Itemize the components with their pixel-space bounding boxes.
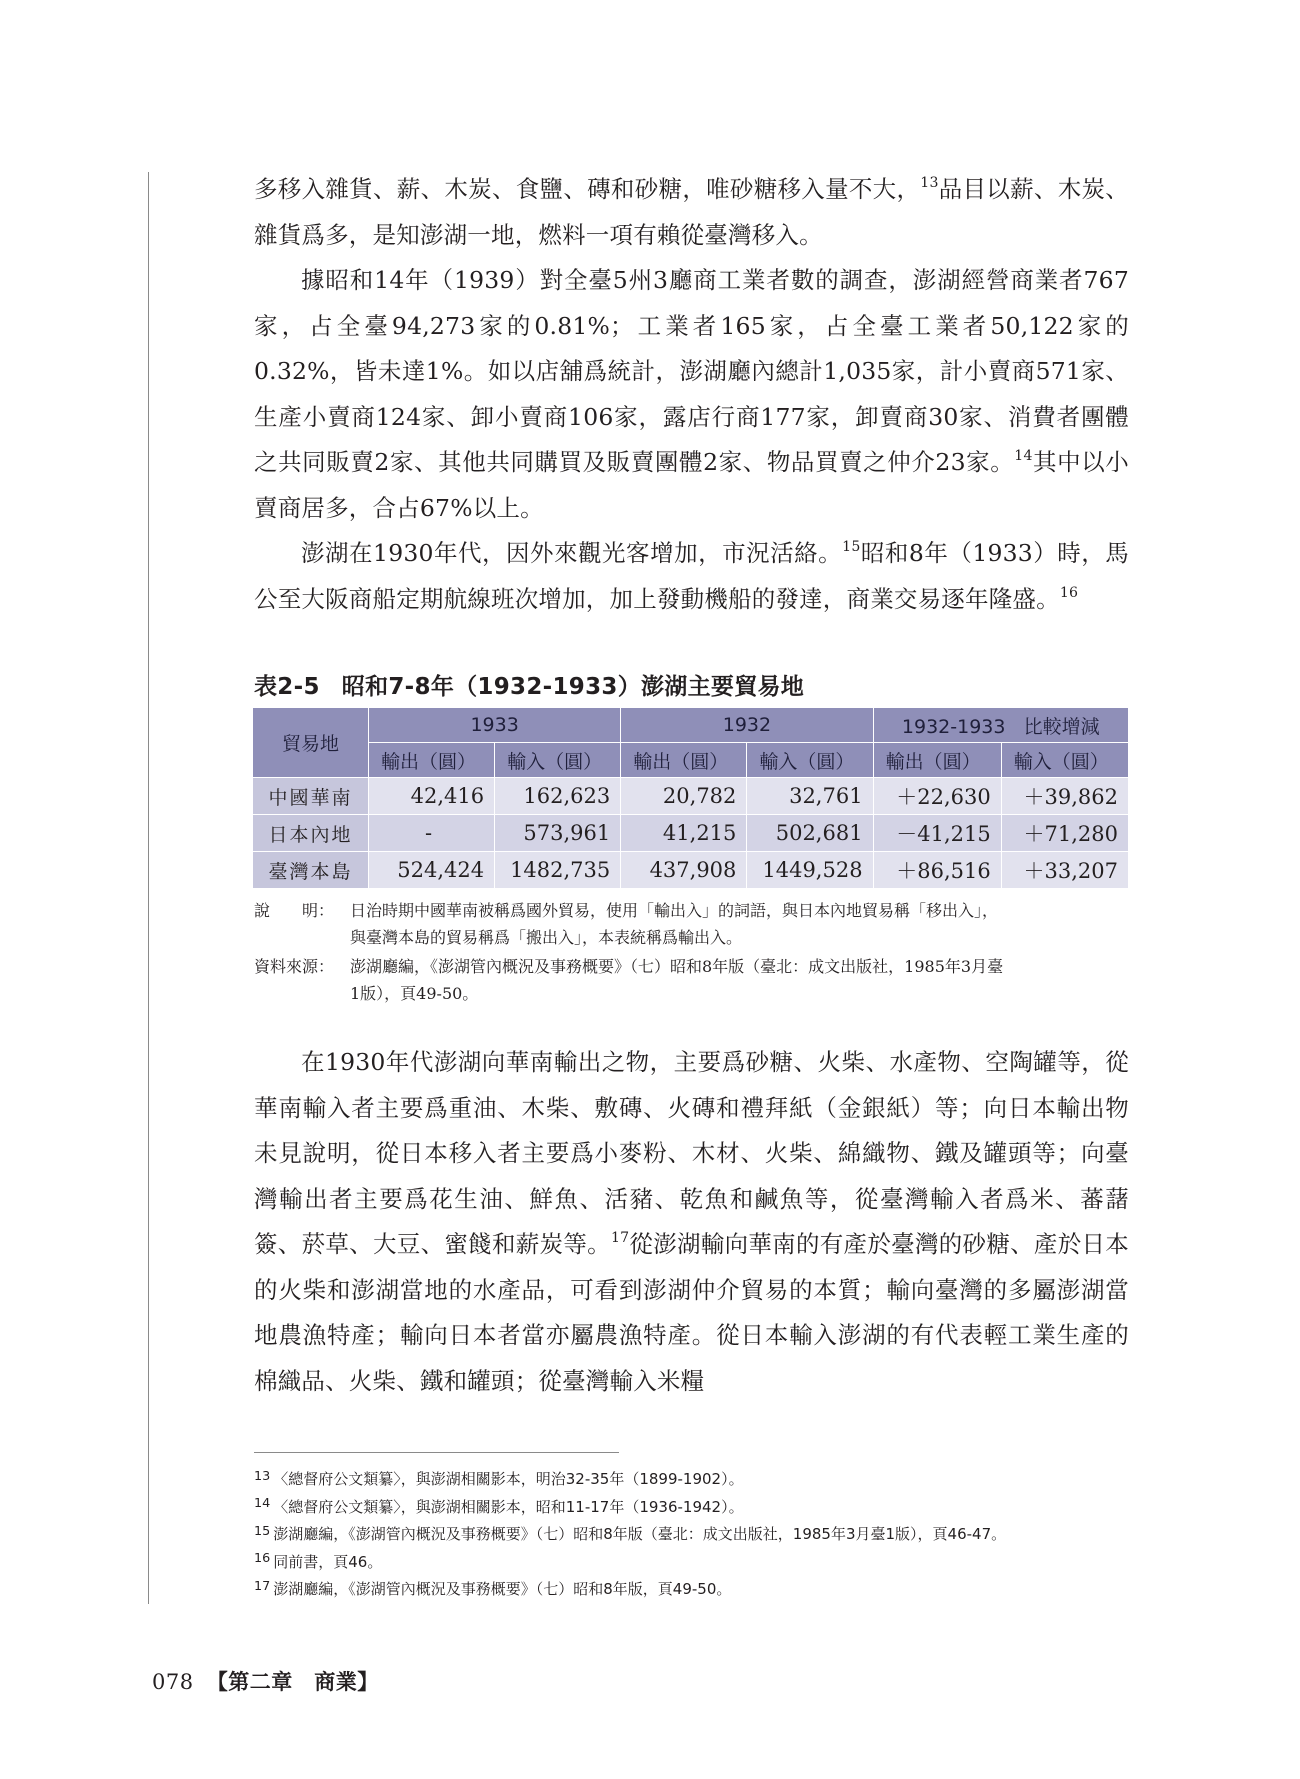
header-change: 1932-1933 比較增減 bbox=[873, 708, 1128, 743]
footnote-ref-15[interactable]: 15 bbox=[842, 539, 861, 556]
footnote-ref-17[interactable]: 17 bbox=[610, 1230, 630, 1247]
header-place: 貿易地 bbox=[253, 708, 369, 778]
footnote-16: $^{16}$ 同前書，頁46。 bbox=[254, 1551, 383, 1571]
header-import: 輸入（圓） bbox=[1001, 743, 1128, 778]
header-export: 輸出（圓） bbox=[368, 743, 494, 778]
paragraph-2: 據昭和14年（1939）對全臺5州3廳商工業者數的調查，澎湖經營商業者767家，占全臺94,273家的0.81%；工業者165家，占全臺工業者50,122家的0.32%，皆未達1%。如以店舖爲統計，澎湖廳內總計1,035家，計小賣商571家、生產小賣商124家、卸小賣商106家，露店行商177家，卸賣商30家、消費者團體之共同販賣2家、其他共同購買及販賣團體2家、物品買賣之仲介23家。$^{14}$其中以小賣商居多，合占67%以上。 bbox=[254, 266, 1129, 522]
body-text-bottom bbox=[254, 1040, 1129, 1404]
header-year-1932: 1932 bbox=[621, 708, 873, 743]
footnote-17: $^{17}$ 澎湖廳編，《澎湖管內概況及事務概要》（七）昭和8年版，頁49-50。 bbox=[254, 1578, 732, 1598]
page-number: 078 bbox=[152, 1670, 194, 1694]
body-text-top bbox=[254, 167, 1129, 622]
footnote-ref-13[interactable]: 13 bbox=[920, 175, 939, 192]
page-folio bbox=[152, 1666, 379, 1696]
footnote-ref-14[interactable]: 14 bbox=[1014, 448, 1033, 465]
header-export: 輸出（圓） bbox=[621, 743, 747, 778]
margin-rule bbox=[148, 172, 149, 1604]
header-export: 輸出（圓） bbox=[873, 743, 1001, 778]
footnote-13: $^{13}$ 〈總督府公文類纂〉，與澎湖相關影本，明治32-35年（1899-1902）。 bbox=[254, 1468, 744, 1488]
paragraph-1: 多移入雜貨、薪、木炭、食鹽、磚和砂糖，唯砂糖移入量不大，$^{13}$品目以薪、木炭、雜貨爲多，是知澎湖一地，燃料一項有賴從臺灣移入。 bbox=[254, 175, 1129, 249]
table-row: 中國華南 42,416 162,623 20,782 32,761 ＋22,630 ＋39,862 bbox=[253, 778, 1129, 815]
table-source: 資料來源： 澎湖廳編，《澎湖管內概況及事務概要》（七）昭和8年版（臺北：成文出版社，1985年3月臺 1版），頁49-50。 bbox=[254, 957, 1004, 1003]
table-caption-label: 表2-5 bbox=[254, 674, 320, 700]
table-row: 臺灣本島 524,424 1482,735 437,908 1449,528 ＋86,516 ＋33,207 bbox=[253, 852, 1129, 889]
footnote-15: $^{15}$ 澎湖廳編，《澎湖管內概況及事務概要》（七）昭和8年版（臺北：成文出版社，1985年3月臺1版），頁46-47。 bbox=[254, 1523, 1007, 1543]
header-import: 輸入（圓） bbox=[747, 743, 873, 778]
header-year-1933: 1933 bbox=[368, 708, 620, 743]
table-caption bbox=[254, 668, 804, 701]
trade-table bbox=[252, 707, 1129, 889]
table-row: 日本內地 - 573,961 41,215 502,681 －41,215 ＋71,280 bbox=[253, 815, 1129, 852]
header-import: 輸入（圓） bbox=[495, 743, 621, 778]
table-note: 說 明： 日治時期中國華南被稱爲國外貿易，使用「輸出入」的詞語，與日本內地貿易稱「移出入」， 與臺灣本島的貿易稱爲「搬出入」，本表統稱爲輸出入。 bbox=[254, 901, 999, 947]
running-chapter-title: 【第二章 商業】 bbox=[206, 1669, 379, 1694]
footnotes bbox=[254, 1466, 1154, 1604]
paragraph-4: 在1930年代澎湖向華南輸出之物，主要爲砂糖、火柴、水產物、空陶罐等，從華南輸入者主要爲重油、木柴、敷磚、火磚和禮拜紙（金銀紙）等；向日本輸出物未見說明，從日本移入者主要爲小麥粉、木材、火柴、綿織物、鐵及罐頭等；向臺灣輸出者主要爲花生油、鮮魚、活豬、乾魚和鹹魚等，從臺灣輸入者爲米、蕃藷簽、菸草、大豆、蜜餞和薪炭等。$^{17}$從澎湖輸向華南的有產於臺灣的砂糖、產於日本的火柴和澎湖當地的水產品，可看到澎湖仲介貿易的本質；輸向臺灣的多屬澎湖當地農漁特產；輸向日本者當亦屬農漁特產。從日本輸入澎湖的有代表輕工業生產的棉織品、火柴、鐵和罐頭；從臺灣輸入米糧 bbox=[254, 1048, 1130, 1395]
paragraph-3: 澎湖在1930年代，因外來觀光客增加，市況活絡。$^{15}$昭和8年（1933）時，馬公至大阪商船定期航線班次增加，加上發動機船的發達，商業交易逐年隆盛。$^{16}$ bbox=[254, 539, 1129, 613]
table-caption-title: 昭和7-8年（1932-1933）澎湖主要貿易地 bbox=[341, 674, 805, 700]
footnote-ref-16[interactable]: 16 bbox=[1059, 584, 1079, 601]
footnote-14: $^{14}$ 〈總督府公文類纂〉，與澎湖相關影本，昭和11-17年（1936-1942）。 bbox=[254, 1496, 744, 1516]
footnote-divider bbox=[254, 1452, 619, 1453]
